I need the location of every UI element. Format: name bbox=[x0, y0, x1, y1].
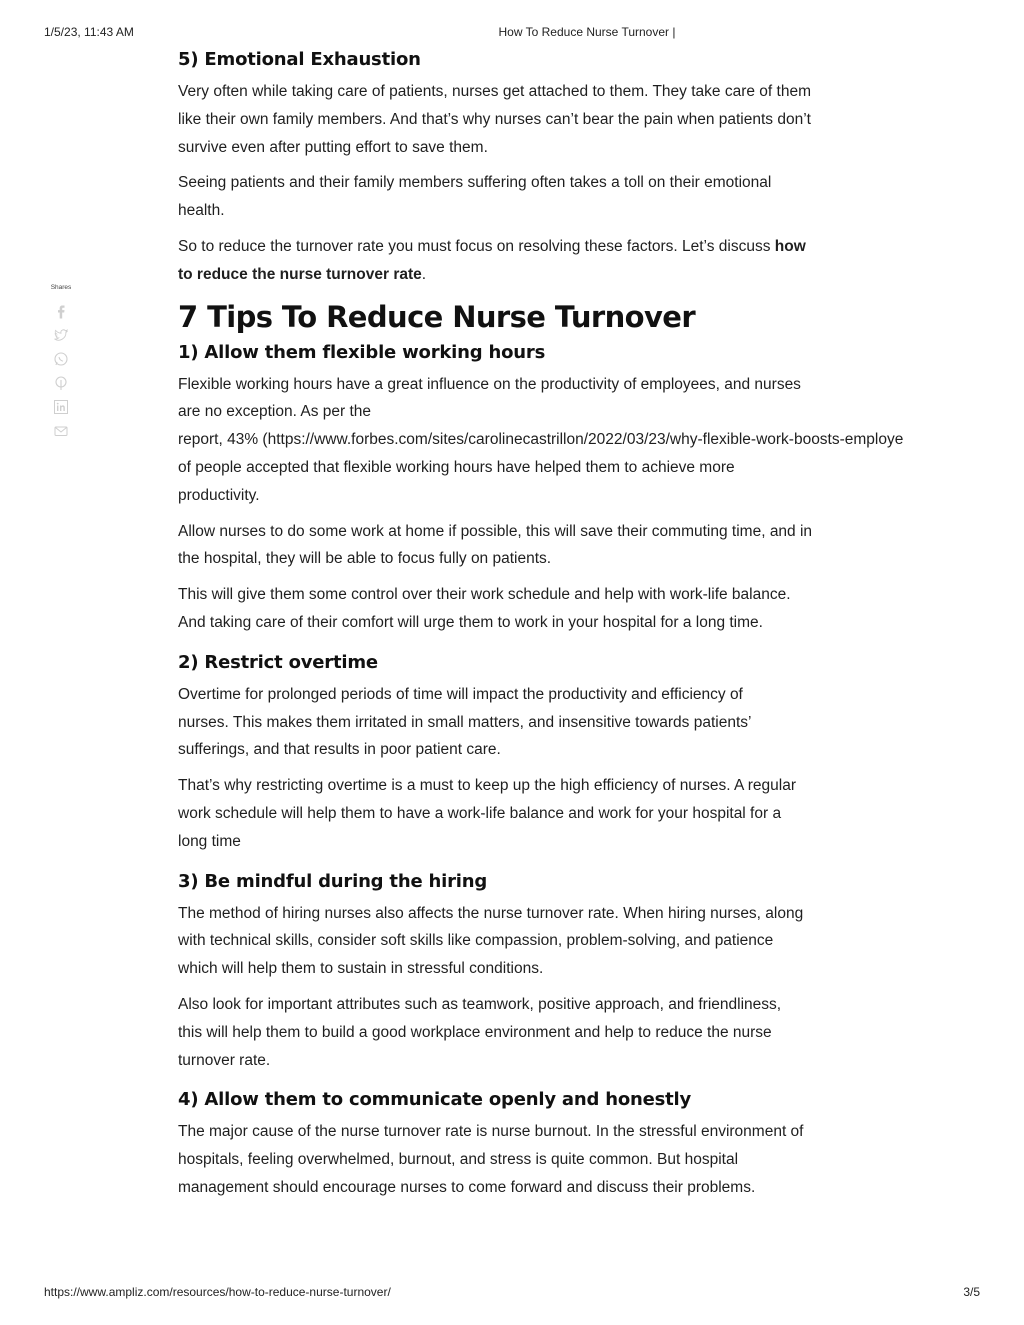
text-line: with technical skills, consider soft skills like compassion, problem-solving, and patience bbox=[178, 932, 774, 950]
heading-emotional-exhaustion: 5) Emotional Exhaustion bbox=[178, 49, 421, 70]
email-icon[interactable] bbox=[53, 423, 69, 439]
text-line: are no exception. As per the bbox=[178, 403, 372, 421]
text-line: Very often while taking care of patients, nurses get attached to them. They take care of them bbox=[178, 83, 811, 100]
text-line: management should encourage nurses to come forward and discuss their problems. bbox=[178, 1178, 756, 1196]
text-line: productivity. bbox=[178, 486, 260, 504]
text-line: The major cause of the nurse turnover rate is nurse burnout. In the stressful environment of bbox=[178, 1123, 804, 1141]
text-line: Seeing patients and their family members suffering often takes a toll on their emotional bbox=[178, 174, 772, 192]
paragraph bbox=[178, 371, 978, 510]
heading-tip-3: 3) Be mindful during the hiring bbox=[178, 870, 488, 892]
pinterest-icon[interactable] bbox=[53, 375, 69, 391]
print-footer-page-number: 3/5 bbox=[963, 1285, 980, 1299]
bold-link-text: how bbox=[774, 237, 806, 255]
text-line: the hospital, they will be able to focus fully on patients. bbox=[178, 550, 552, 568]
text-line: survive even after putting effort to save them. bbox=[178, 138, 488, 156]
paragraph bbox=[178, 233, 978, 289]
text-line: This will give them some control over their work schedule and help with work-life balance. bbox=[178, 586, 791, 604]
text-line: Allow nurses to do some work at home if possible, this will save their commuting time, and in bbox=[178, 522, 813, 540]
heading-7-tips: 7 Tips To Reduce Nurse Turnover bbox=[178, 299, 696, 334]
paragraph bbox=[178, 169, 978, 225]
heading-tip-4: 4) Allow them to communicate openly and honestly bbox=[178, 1089, 692, 1111]
text-line: sufferings, and that results in poor patient care. bbox=[178, 741, 501, 759]
bold-link-text: to reduce the nurse turnover rate bbox=[178, 265, 422, 283]
paragraph bbox=[178, 900, 978, 983]
text-line: Also look for important attributes such as teamwork, positive approach, and friendliness, bbox=[178, 995, 782, 1013]
share-sidebar bbox=[46, 284, 76, 447]
twitter-icon[interactable] bbox=[53, 327, 69, 343]
facebook-icon[interactable] bbox=[53, 303, 69, 319]
paragraph bbox=[178, 991, 978, 1074]
text-line: which will help them to sustain in stressful conditions. bbox=[178, 960, 544, 978]
paragraph bbox=[178, 581, 978, 637]
text-line: hospitals, feeling overwhelmed, burnout, and stress is quite common. But hospital bbox=[178, 1151, 739, 1169]
text-line: health. bbox=[178, 202, 225, 220]
text-line: So to reduce the turnover rate you must focus on resolving these factors. Let’s discuss bbox=[178, 237, 775, 255]
text-line: The method of hiring nurses also affects the nurse turnover rate. When hiring nurses, along bbox=[178, 904, 804, 922]
linkedin-icon[interactable] bbox=[53, 399, 69, 415]
text-line: long time bbox=[178, 832, 241, 850]
text-line: Overtime for prolonged periods of time will impact the productivity and efficiency of bbox=[178, 685, 743, 703]
whatsapp-icon[interactable] bbox=[53, 351, 69, 367]
article-body bbox=[178, 46, 978, 1210]
heading-tip-2: 2) Restrict overtime bbox=[178, 651, 378, 673]
text-line: this will help them to build a good workplace environment and help to reduce the nurse bbox=[178, 1023, 772, 1041]
print-header-title: How To Reduce Nurse Turnover | bbox=[498, 25, 676, 39]
text-line: of people accepted that flexible working hours have helped them to achieve more bbox=[178, 458, 735, 476]
heading-tip-1: 1) Allow them flexible working hours bbox=[178, 341, 546, 363]
paragraph bbox=[178, 772, 978, 855]
text-line: Flexible working hours have a great influence on the productivity of employees, and nurses bbox=[178, 375, 801, 393]
paragraph bbox=[178, 1118, 978, 1201]
text-line: work schedule will help them to have a work-life balance and work for your hospital for a bbox=[178, 804, 782, 822]
paragraph bbox=[178, 518, 978, 574]
text-line: And taking care of their comfort will urge them to work in your hospital for a long time. bbox=[178, 613, 763, 631]
text-line: nurses. This makes them irritated in small matters, and insensitive towards patients’ bbox=[178, 713, 752, 731]
text-line: That’s why restricting overtime is a must to keep up the high efficiency of nurses. A regular bbox=[178, 777, 797, 795]
paragraph bbox=[178, 78, 978, 161]
print-footer-url: https://www.ampliz.com/resources/how-to-reduce-nurse-turnover/ bbox=[44, 1285, 391, 1299]
print-header-datetime: 1/5/23, 11:43 AM bbox=[44, 25, 134, 39]
text-line: turnover rate. bbox=[178, 1051, 271, 1069]
shares-label: Shares bbox=[50, 284, 72, 291]
forbes-report-link[interactable]: report, 43% (https://www.forbes.com/sites/carolinecastrillon/2022/03/23/why-flexible-work-boosts-employe bbox=[178, 431, 904, 449]
text-line: . bbox=[421, 265, 427, 283]
text-line: like their own family members. And that’s why nurses can’t bear the pain when patients don’t bbox=[178, 110, 811, 128]
paragraph bbox=[178, 681, 978, 764]
